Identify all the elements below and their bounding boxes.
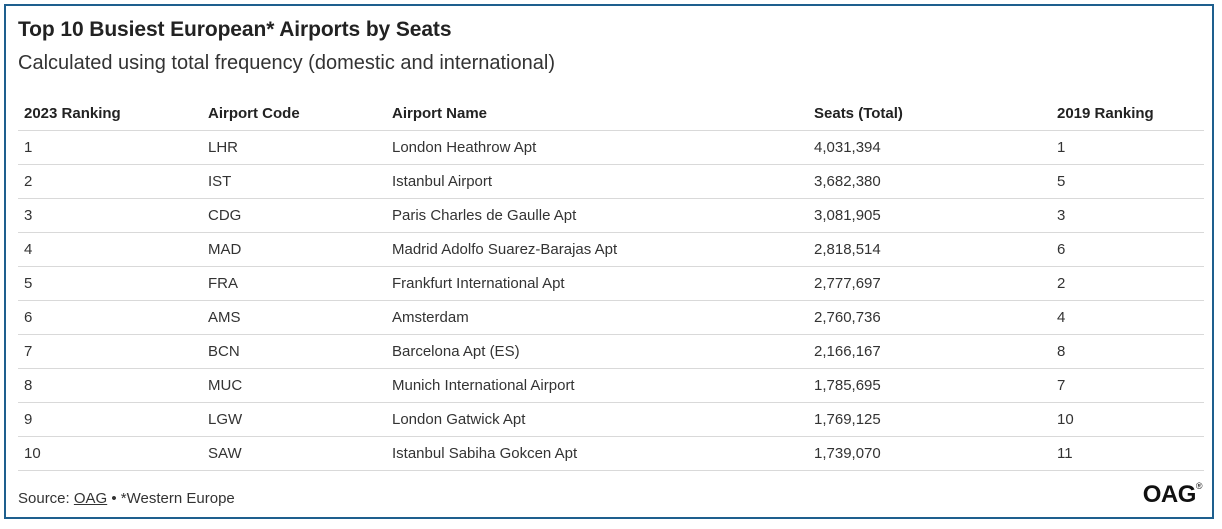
ranking-2019-cell: 1: [1051, 131, 1204, 165]
ranking-2023-cell: 8: [18, 369, 202, 403]
airport-name-cell: Frankfurt International Apt: [386, 267, 808, 301]
chart-title: Top 10 Busiest European* Airports by Seats: [18, 18, 452, 41]
column-header: Airport Name: [386, 96, 808, 131]
table-row: [18, 369, 1204, 403]
ranking-2023-cell: 9: [18, 403, 202, 437]
airport-code-cell: SAW: [202, 437, 386, 471]
seats-total-cell: 1,785,695: [808, 369, 1051, 403]
table-header-row: [18, 96, 1204, 131]
logo-text: OAG: [1142, 481, 1196, 508]
ranking-2019-cell: 11: [1051, 437, 1204, 471]
table-row: [18, 403, 1204, 437]
footnote: • *Western Europe: [107, 490, 235, 507]
seats-total-cell: 2,166,167: [808, 335, 1051, 369]
seats-total-cell: 1,739,070: [808, 437, 1051, 471]
airport-code-cell: MAD: [202, 233, 386, 267]
ranking-2023-cell: 6: [18, 301, 202, 335]
source-prefix: Source:: [18, 490, 74, 507]
ranking-2019-cell: 7: [1051, 369, 1204, 403]
airport-code-cell: IST: [202, 165, 386, 199]
ranking-2023-cell: 2: [18, 165, 202, 199]
ranking-2023-cell: 3: [18, 199, 202, 233]
table-row: [18, 267, 1204, 301]
ranking-2019-cell: 10: [1051, 403, 1204, 437]
ranking-2019-cell: 6: [1051, 233, 1204, 267]
table-row: [18, 131, 1204, 165]
source-link[interactable]: OAG: [73, 490, 108, 507]
column-header: Airport Code: [202, 96, 386, 131]
airport-code-cell: BCN: [202, 335, 386, 369]
seats-total-cell: 2,777,697: [808, 267, 1051, 301]
chart-frame: [4, 4, 1214, 519]
airport-name-cell: Istanbul Sabiha Gokcen Apt: [386, 437, 808, 471]
table-row: [18, 437, 1204, 471]
table-row: [18, 301, 1204, 335]
airport-code-cell: MUC: [202, 369, 386, 403]
ranking-2023-cell: 10: [18, 437, 202, 471]
seats-total-cell: 3,081,905: [808, 199, 1051, 233]
ranking-2023-cell: 1: [18, 131, 202, 165]
airport-name-cell: London Heathrow Apt: [386, 131, 808, 165]
airport-name-cell: Madrid Adolfo Suarez-Barajas Apt: [386, 233, 808, 267]
airport-name-cell: Amsterdam: [386, 301, 808, 335]
airport-name-cell: Istanbul Airport: [386, 165, 808, 199]
ranking-2023-cell: 4: [18, 233, 202, 267]
column-header: 2019 Ranking: [1051, 96, 1204, 131]
seats-total-cell: 1,769,125: [808, 403, 1051, 437]
ranking-2023-cell: 5: [18, 267, 202, 301]
source-note: [18, 490, 235, 507]
seats-total-cell: 2,818,514: [808, 233, 1051, 267]
registered-mark: ®: [1195, 481, 1202, 491]
table-row: [18, 335, 1204, 369]
column-header: 2023 Ranking: [18, 96, 202, 131]
table-row: [18, 233, 1204, 267]
airport-code-cell: LHR: [202, 131, 386, 165]
table-row: [18, 165, 1204, 199]
ranking-2019-cell: 4: [1051, 301, 1204, 335]
ranking-2019-cell: 5: [1051, 165, 1204, 199]
chart-subtitle: Calculated using total frequency (domestic and international): [18, 52, 555, 74]
column-header: Seats (Total): [808, 96, 1051, 131]
airport-code-cell: CDG: [202, 199, 386, 233]
ranking-2019-cell: 8: [1051, 335, 1204, 369]
airports-table: [18, 96, 1204, 471]
airport-code-cell: FRA: [202, 267, 386, 301]
ranking-2019-cell: 2: [1051, 267, 1204, 301]
airport-code-cell: AMS: [202, 301, 386, 335]
seats-total-cell: 4,031,394: [808, 131, 1051, 165]
table-body: [18, 131, 1204, 471]
airport-name-cell: Paris Charles de Gaulle Apt: [386, 199, 808, 233]
airport-code-cell: LGW: [202, 403, 386, 437]
seats-total-cell: 3,682,380: [808, 165, 1051, 199]
ranking-2019-cell: 3: [1051, 199, 1204, 233]
seats-total-cell: 2,760,736: [808, 301, 1051, 335]
table-row: [18, 199, 1204, 233]
airport-name-cell: Barcelona Apt (ES): [386, 335, 808, 369]
ranking-2023-cell: 7: [18, 335, 202, 369]
airport-name-cell: London Gatwick Apt: [386, 403, 808, 437]
oag-logo: [1143, 481, 1202, 509]
airport-name-cell: Munich International Airport: [386, 369, 808, 403]
